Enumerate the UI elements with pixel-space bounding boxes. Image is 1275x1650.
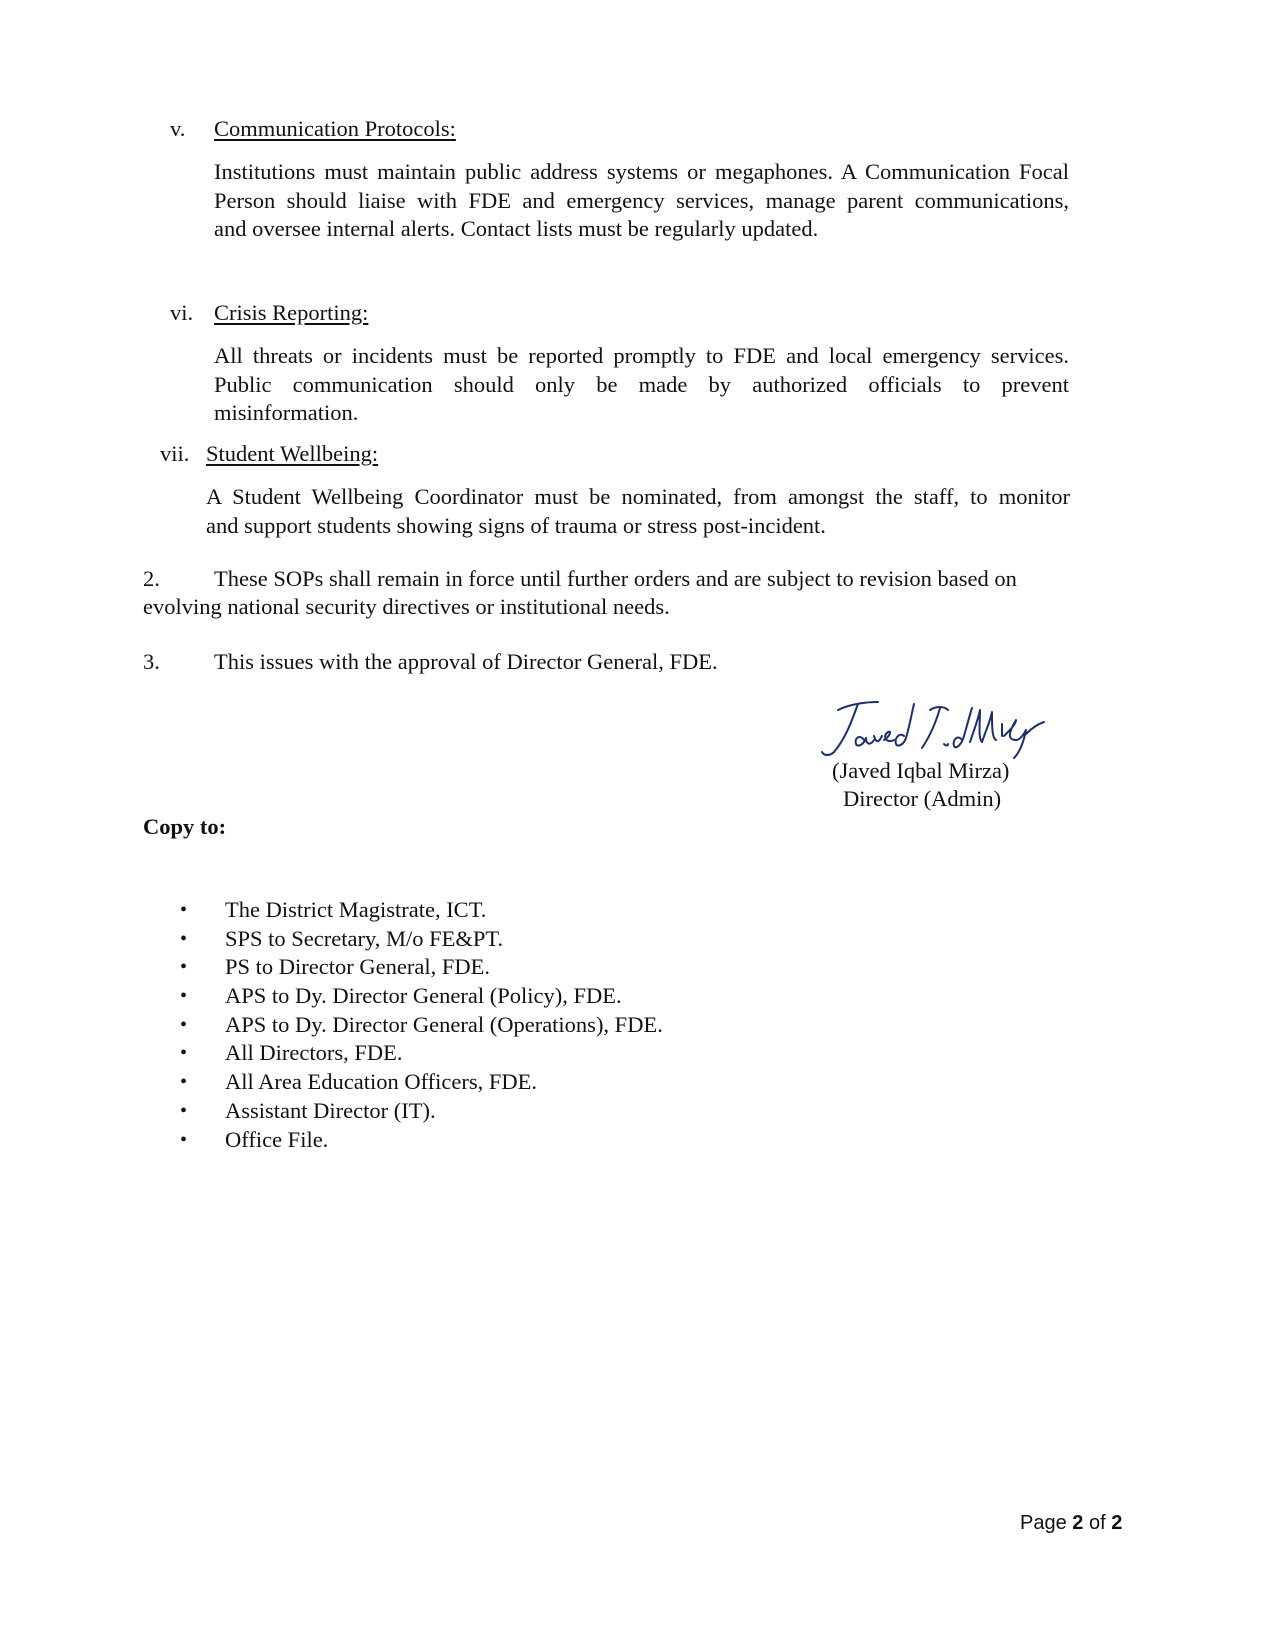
- list-item-text: All Area Education Officers, FDE.: [225, 1069, 538, 1095]
- bullet-icon: •: [180, 927, 188, 950]
- paragraph-3-text: This issues with the approval of Director General, FDE.: [214, 649, 718, 674]
- list-item-text: All Directors, FDE.: [225, 1040, 403, 1066]
- copy-to-heading: Copy to:: [143, 814, 227, 839]
- bullet-icon: •: [180, 985, 188, 1008]
- bullet-icon: •: [180, 956, 188, 979]
- list-item-text: APS to Dy. Director General (Operations), FDE.: [225, 1011, 663, 1037]
- bullet-icon: •: [180, 1128, 188, 1151]
- bullet-icon: •: [180, 1071, 188, 1094]
- bullet-icon: •: [180, 899, 188, 921]
- page-number-prefix: Page: [1020, 1512, 1073, 1534]
- page-number: [1020, 1512, 1122, 1535]
- section-vi-line-1: All threats or incidents must be reported promptly to FDE and local emergency services.: [214, 343, 1069, 368]
- section-vi-body: [214, 342, 1069, 428]
- section-vii-line-1: A Student Wellbeing Coordinator must be nominated, from amongst the staff, to monitor: [206, 484, 1070, 509]
- section-v-heading: Communication Protocols:: [214, 116, 456, 141]
- page-number-middle: of: [1083, 1512, 1112, 1534]
- paragraph-2-number: 2.: [143, 566, 160, 591]
- section-vi-numeral: vi.: [170, 300, 194, 325]
- section-vii-body: [206, 483, 1070, 540]
- bullet-icon: •: [180, 1099, 188, 1122]
- section-v-body: [214, 158, 1069, 244]
- paragraph-2-line-1: These SOPs shall remain in force until further orders and are subject to revision based on: [214, 566, 1017, 591]
- page-number-current: 2: [1072, 1512, 1084, 1534]
- signatory-name: (Javed Iqbal Mirza): [832, 758, 1010, 783]
- paragraph-3-number: 3.: [143, 649, 160, 674]
- handwritten-signature: [820, 700, 1050, 762]
- section-vii-heading: Student Wellbeing:: [206, 441, 379, 466]
- list-item-text: The District Magistrate, ICT.: [225, 897, 487, 922]
- section-v-line-3: and oversee internal alerts. Contact lists must be regularly updated.: [214, 216, 819, 241]
- signatory-title: Director (Admin): [843, 786, 1002, 811]
- list-item-text: SPS to Secretary, M/o FE&PT.: [225, 925, 504, 951]
- bullet-icon: •: [180, 1042, 188, 1065]
- section-vi-heading: Crisis Reporting:: [214, 300, 369, 325]
- list-item-text: Assistant Director (IT).: [225, 1097, 436, 1123]
- list-item-text: Office File.: [225, 1126, 329, 1152]
- section-vii-numeral: vii.: [160, 441, 190, 466]
- section-v-line-2: Person should liaise with FDE and emergency services, manage parent communications,: [214, 187, 1069, 213]
- section-vi-line-3: misinformation.: [214, 400, 359, 425]
- paragraph-2-line-2: evolving national security directives or institutional needs.: [143, 594, 670, 619]
- list-item-text: PS to Director General, FDE.: [225, 954, 490, 980]
- section-vi-line-2: Public communication should only be made by authorized officials to prevent: [214, 371, 1069, 397]
- section-vii-line-2: and support students showing signs of trauma or stress post-incident.: [206, 512, 826, 538]
- section-v-line-1: Institutions must maintain public address systems or megaphones. A Communication Focal: [214, 159, 1069, 184]
- page-number-total: 2: [1111, 1512, 1123, 1534]
- list-item-text: APS to Dy. Director General (Policy), FDE.: [225, 983, 622, 1009]
- section-v-numeral: v.: [170, 116, 186, 141]
- bullet-icon: •: [180, 1013, 188, 1036]
